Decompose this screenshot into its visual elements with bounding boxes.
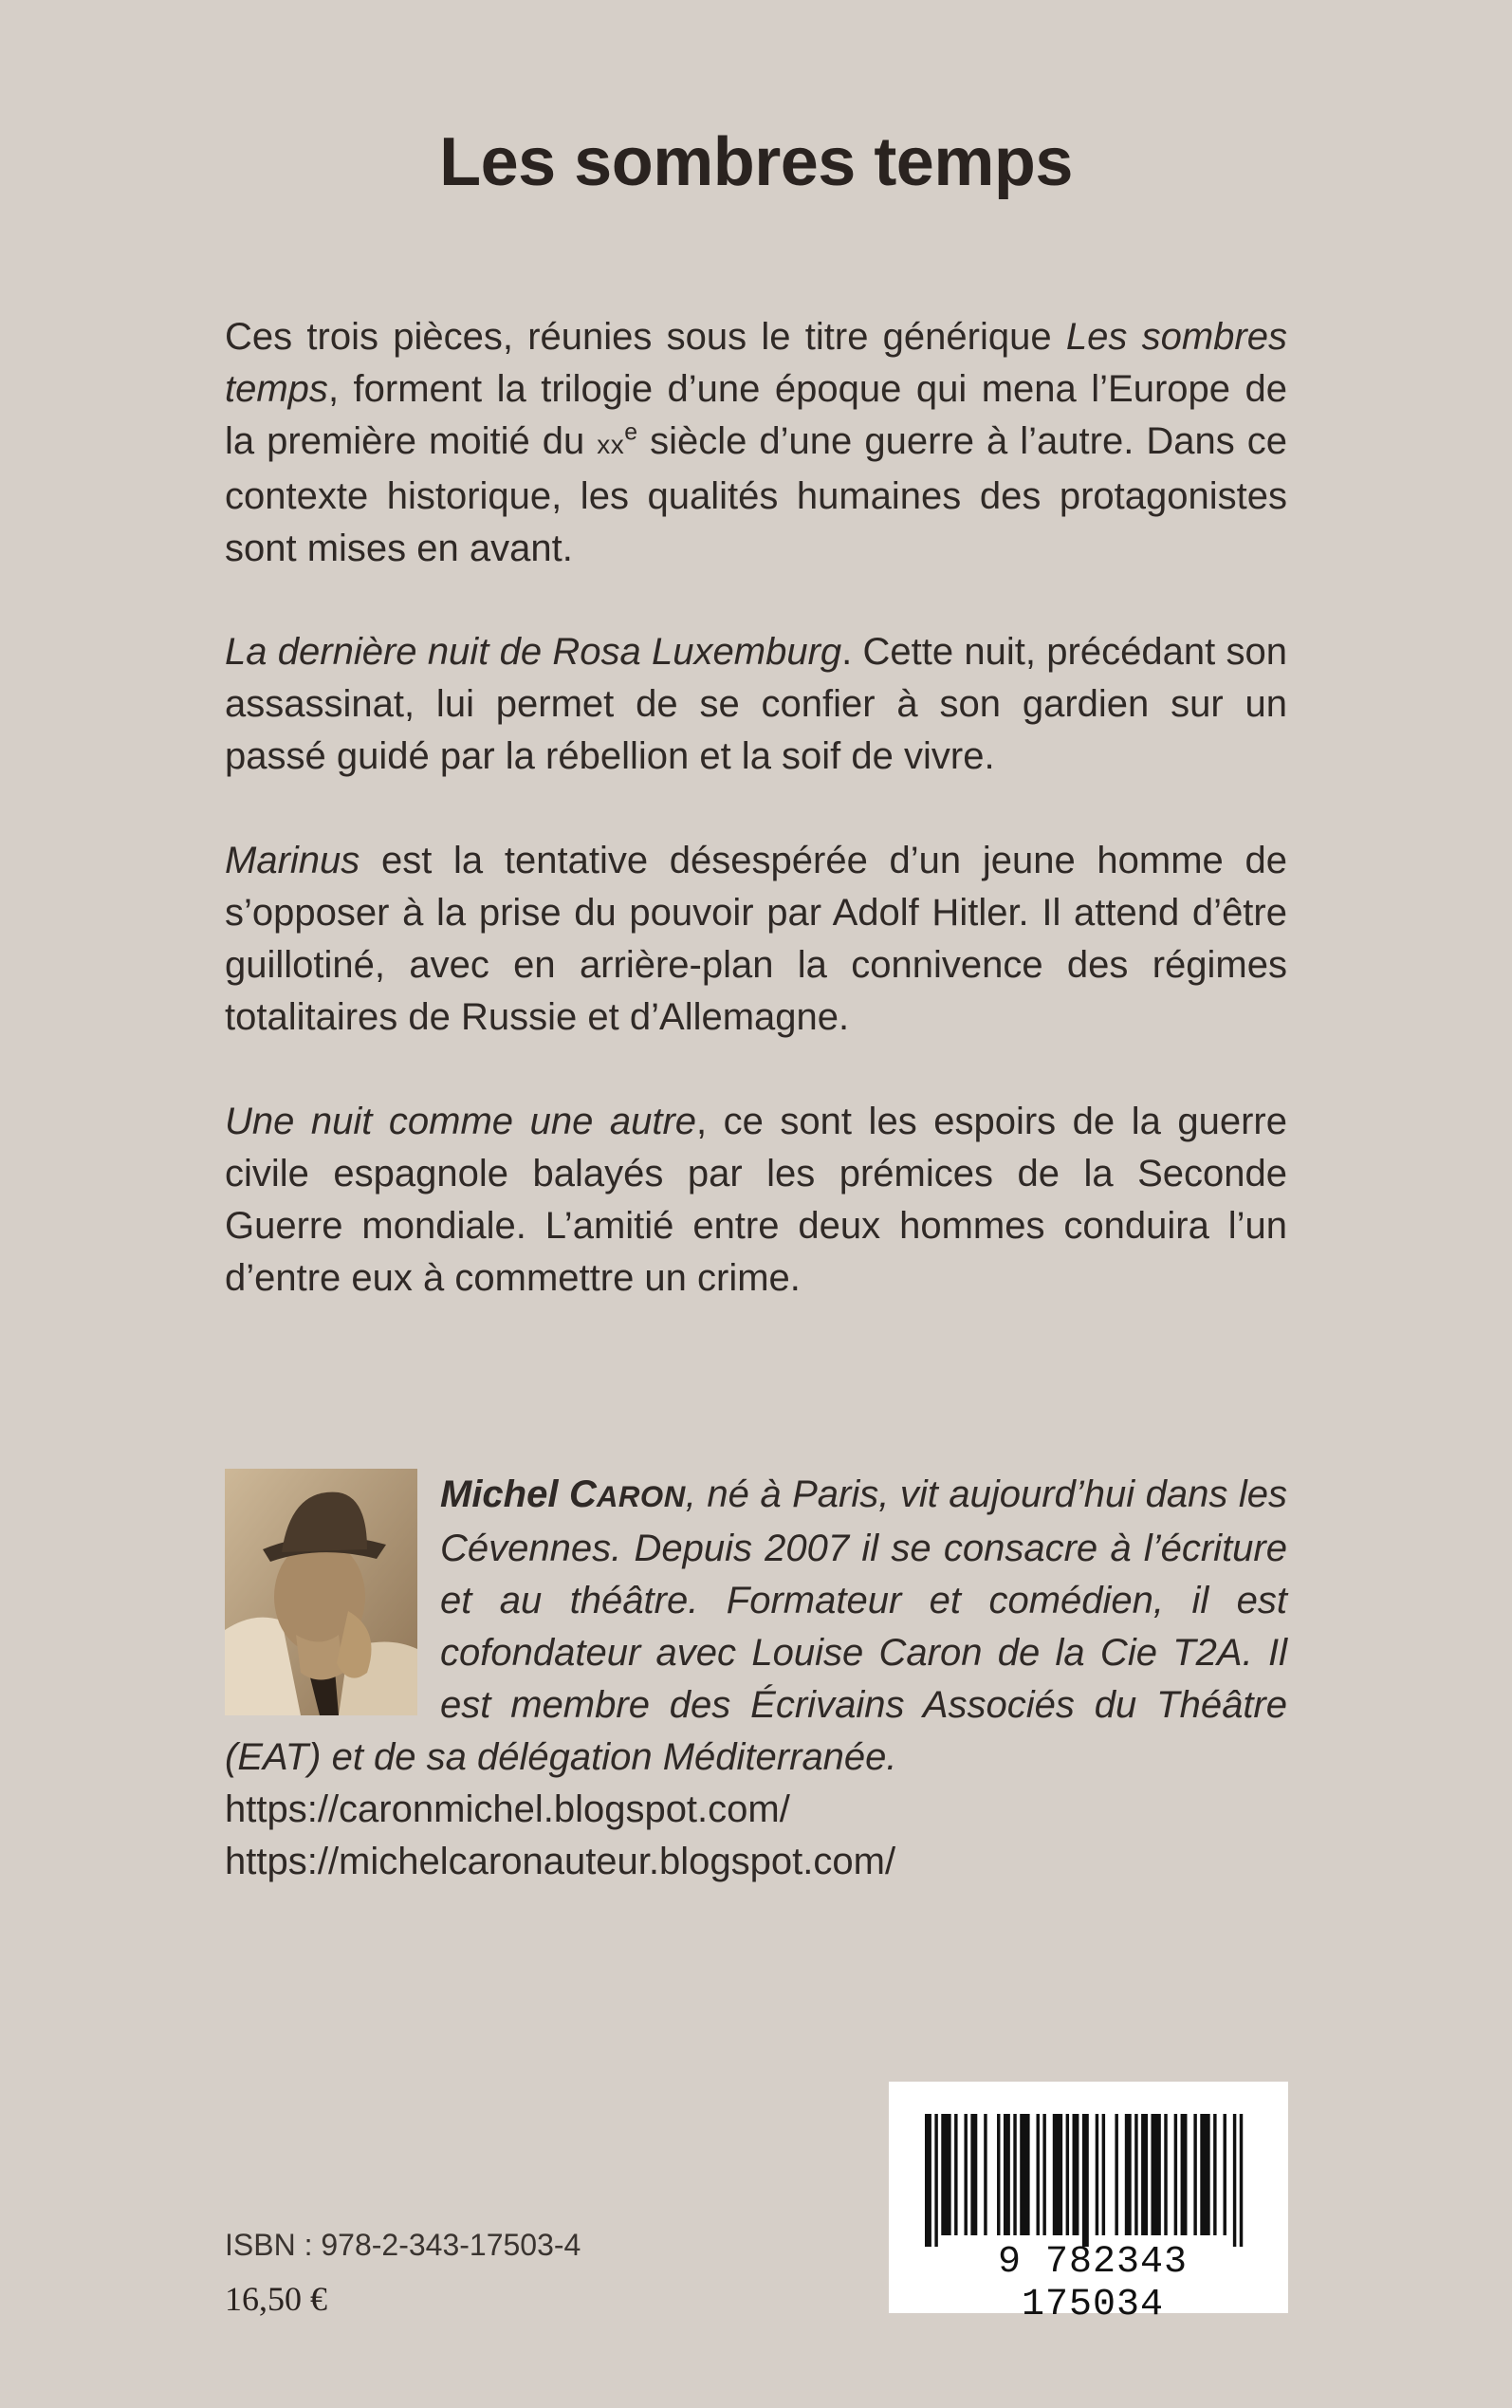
play-title-span: Marinus: [225, 840, 360, 881]
barcode-bar: [1037, 2114, 1040, 2235]
author-blog-link[interactable]: https://caronmichel.blogspot.com/: [225, 1788, 790, 1830]
barcode-bar: [954, 2114, 957, 2235]
author-bio-text: , né à Paris, vit aujourd’hui dans les Cévennes. Depuis 2007 il se consacre à l’écriture et au théâtre. Formateur et comédien, il est cofondateur avec Louise Caron de la Cie T2A. Il est membre des Écrivains Associés du Théâtre (EAT) et de sa délégation Méditerranée.: [225, 1473, 1287, 1778]
author-last-initial: C: [569, 1473, 597, 1515]
barcode-bar: [1073, 2114, 1079, 2235]
author-photo: [225, 1469, 417, 1715]
barcode-bar: [1102, 2114, 1105, 2235]
barcode-bar: [1013, 2114, 1016, 2235]
author-first-name: Michel: [440, 1473, 569, 1515]
text-span: est la tentative désespérée d’un jeune homme de s’opposer à la prise du pouvoir par Adolf Hitler. Il attend d’être guillotiné, avec en arrière-plan la connivence des régimes totalitaires de Russie et d’Allemagne.: [225, 840, 1287, 1038]
barcode-bar: [1042, 2114, 1045, 2235]
italic-title-span: Les sombres temps: [225, 316, 1287, 410]
barcode-bars: [917, 2114, 1259, 2247]
barcode-bar: [941, 2114, 950, 2235]
barcode-bar: [1223, 2114, 1226, 2235]
author-blog-link[interactable]: https://michelcaronauteur.blogspot.com/: [225, 1841, 896, 1882]
synopsis-paragraph-nuit: [225, 1096, 1287, 1305]
synopsis-paragraph-rosa: [225, 626, 1287, 783]
barcode-bar: [1115, 2114, 1117, 2235]
barcode-bar: [1164, 2114, 1167, 2235]
text-span: . Cette nuit, précédant son assassinat, lui permet de se confier à son gardien sur un passé guidé par la rébellion et la soif de vivre.: [225, 631, 1287, 777]
barcode-bar: [1174, 2114, 1177, 2235]
barcode-bar: [1151, 2114, 1160, 2235]
barcode-bar: [1134, 2114, 1137, 2235]
text-span: , forment la trilogie d’une époque qui mena l’Europe de la première moitié du: [225, 368, 1287, 462]
author-portrait-image: [225, 1469, 417, 1715]
barcode-bar: [984, 2114, 986, 2235]
book-title: Les sombres temps: [439, 124, 1073, 200]
barcode-bar: [1200, 2114, 1209, 2235]
author-last-name-rest: ARON: [596, 1480, 686, 1513]
text-span: siècle d’une guerre à l’autre. Dans ce contexte historique, les qualités humaines des protagonistes sont mises en avant.: [225, 420, 1288, 569]
author-section: [225, 1469, 1287, 1888]
barcode-bar: [925, 2114, 931, 2247]
author-name: [440, 1473, 686, 1515]
barcode-bar: [1082, 2114, 1089, 2247]
barcode: [889, 2082, 1288, 2326]
barcode-bar: [1233, 2114, 1236, 2247]
barcode-bar: [1066, 2114, 1069, 2235]
barcode-bar: [1125, 2114, 1132, 2235]
text-span: Ces trois pièces, réunies sous le titre générique: [225, 316, 1066, 358]
play-title-span: La dernière nuit de Rosa Luxemburg: [225, 631, 842, 673]
synopsis-paragraph-intro: [225, 311, 1287, 575]
barcode-bar: [964, 2114, 967, 2235]
price: 16,50 €: [225, 2280, 327, 2318]
barcode-bar: [1096, 2114, 1098, 2235]
barcode-bar: [1004, 2114, 1010, 2235]
barcode-bar: [970, 2114, 977, 2235]
barcode-bar: [997, 2114, 1000, 2235]
century-superscript: e: [624, 419, 638, 446]
barcode-bar: [1020, 2114, 1029, 2235]
barcode-bar: [1181, 2114, 1188, 2235]
barcode-bar: [1213, 2114, 1216, 2235]
barcode-digits: 9 782343 175034: [997, 2241, 1189, 2326]
text-span: , ce sont les espoirs de la guerre civile espagnole balayés par les prémices de la Seconde Guerre mondiale. L’amitié entre deux hommes conduira l’un d’entre eux à commettre un crime.: [225, 1101, 1287, 1299]
synopsis-paragraph-marinus: [225, 835, 1287, 1044]
barcode-bar: [1053, 2114, 1062, 2235]
isbn: ISBN : 978-2-343-17503-4: [225, 2228, 581, 2262]
barcode-bar: [1141, 2114, 1148, 2235]
barcode-bar: [1193, 2114, 1196, 2235]
barcode-bar: [1240, 2114, 1243, 2247]
century-numeral: xx: [597, 430, 625, 459]
barcode-bar: [934, 2114, 937, 2247]
play-title-span: Une nuit comme une autre: [225, 1101, 697, 1142]
